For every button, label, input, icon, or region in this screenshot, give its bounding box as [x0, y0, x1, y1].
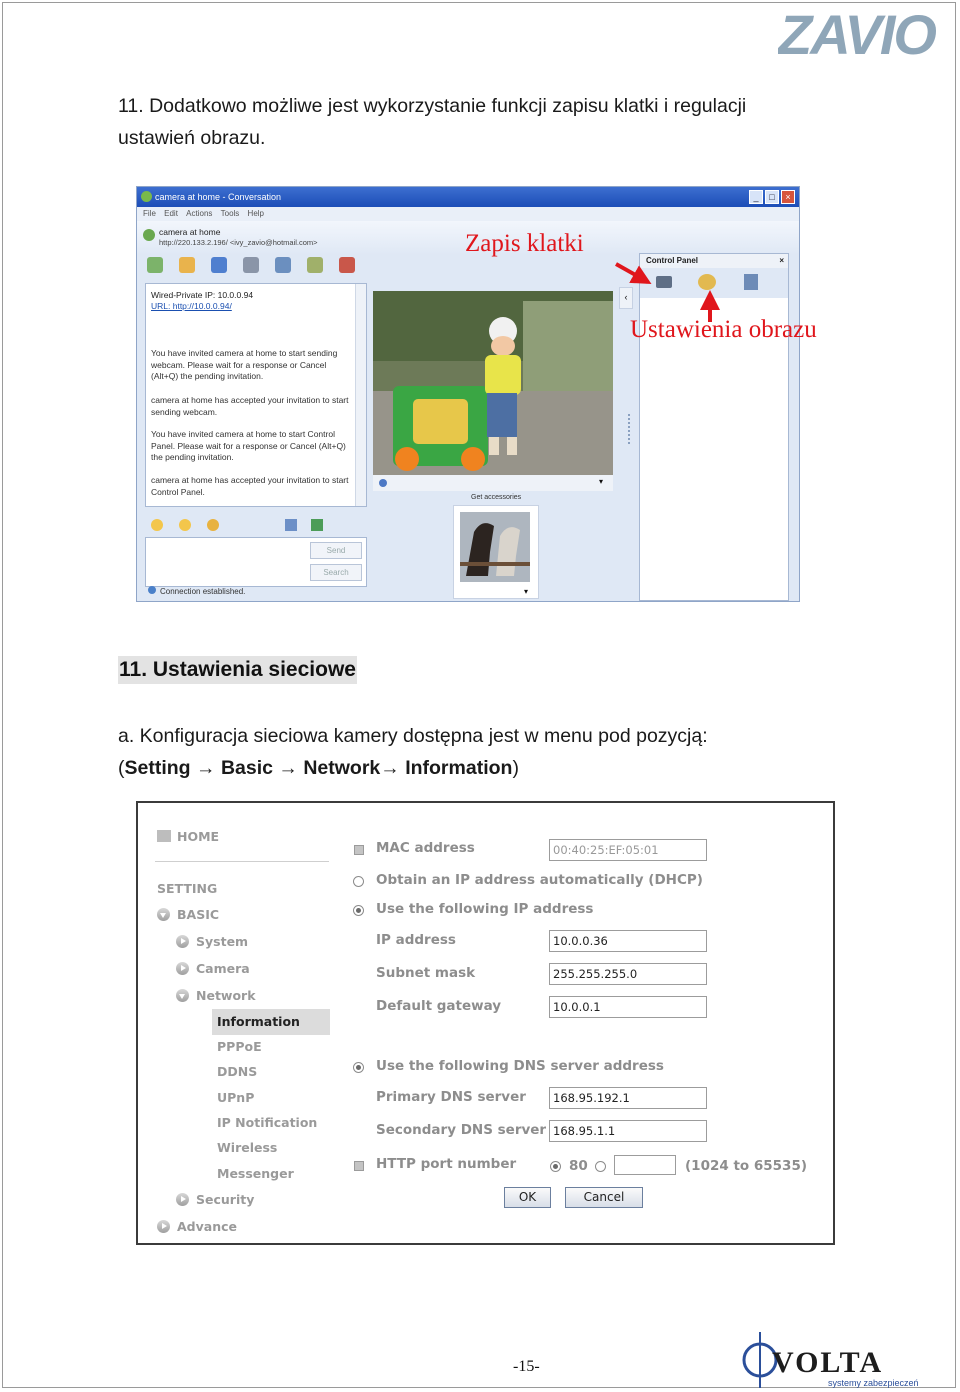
paint-icon[interactable]: [311, 519, 323, 531]
emoticon-toolbar: [145, 515, 367, 535]
control-panel-title: Control Panel: [646, 256, 699, 265]
nav-messenger[interactable]: Messenger: [217, 1166, 294, 1181]
menu-tools[interactable]: Tools: [220, 209, 240, 218]
nav-network[interactable]: [176, 988, 256, 1003]
section-heading: 11. Ustawienia sieciowe: [118, 656, 357, 684]
settings-navigation: [138, 803, 338, 1243]
display-picture: [460, 512, 530, 582]
zavio-logo-text: ZAVIO: [778, 4, 935, 60]
chat-message: You have invited camera at home to start sending webcam. Please wait for a response or Cancel (Alt+Q) the pending invitation.: [151, 348, 338, 381]
invite-icon[interactable]: [147, 257, 163, 273]
background-icon[interactable]: [285, 519, 297, 531]
status-bar: [145, 585, 367, 599]
cancel-button[interactable]: Cancel: [565, 1187, 643, 1208]
subnet-mask-label: Subnet mask: [376, 965, 476, 981]
ok-button[interactable]: OK: [504, 1187, 551, 1208]
chat-message: You have invited camera at home to start Control Panel. Please wait for a response or Cancel (Alt+Q) the pending invitation.: [151, 429, 346, 462]
get-accessories-link[interactable]: Get accessories: [471, 494, 522, 501]
path-arrow: →: [190, 757, 221, 779]
nav-advance-label: Advance: [177, 1219, 237, 1234]
primary-dns-input[interactable]: 168.95.192.1: [549, 1087, 707, 1109]
menu-edit[interactable]: Edit: [164, 209, 178, 218]
chat-message: camera at home has accepted your invitation to start sending webcam.: [151, 395, 349, 417]
collapsed-arrow-icon: [176, 962, 189, 975]
nav-network-label: Network: [196, 988, 256, 1003]
call-icon[interactable]: [243, 257, 259, 273]
status-icon: [148, 586, 156, 594]
activities-icon[interactable]: [275, 257, 291, 273]
port-default-value: 80: [569, 1158, 588, 1174]
nav-system-label: System: [196, 934, 249, 949]
menu-help[interactable]: Help: [247, 209, 264, 218]
home-icon: [157, 830, 171, 842]
default-gateway-input[interactable]: 10.0.0.1: [549, 996, 707, 1018]
nav-ddns[interactable]: DDNS: [217, 1064, 258, 1079]
contact-address: http://220.133.2.196/ <ivy_zavio@hotmail.com>: [159, 238, 318, 247]
dropdown-arrow-icon[interactable]: ▾: [598, 477, 603, 486]
message-input[interactable]: [145, 537, 367, 587]
nav-basic[interactable]: [157, 907, 219, 922]
mac-address-field: 00:40:25:EF:05:01: [549, 839, 707, 861]
path-network: Network: [303, 757, 381, 779]
bullet-icon: [354, 845, 364, 855]
chat-message: camera at home has accepted your invitation to start Control Panel.: [151, 475, 349, 497]
image-settings-annotation: Ustawienia obrazu: [630, 316, 817, 343]
port-custom-input[interactable]: [614, 1155, 676, 1175]
secondary-dns-input[interactable]: 168.95.1.1: [549, 1120, 707, 1142]
port-range-hint: (1024 to 65535): [685, 1158, 808, 1174]
own-webcam-panel: [453, 505, 539, 599]
port-default-radio[interactable]: [550, 1161, 561, 1172]
chat-header-line-1: Wired-Private IP: 10.0.0.94: [151, 290, 254, 300]
collapsed-arrow-icon: [176, 935, 189, 948]
nudge-icon[interactable]: [207, 519, 219, 531]
send-files-icon[interactable]: [179, 257, 195, 273]
minimize-icon[interactable]: _: [749, 190, 763, 204]
status-text: Connection established.: [160, 587, 246, 596]
messenger-titlebar: [137, 187, 799, 207]
picture-menu-arrow-icon[interactable]: ▾: [523, 587, 528, 596]
subnet-mask-input[interactable]: 255.255.255.0: [549, 963, 707, 985]
expanded-arrow-icon: [157, 908, 170, 921]
volta-tagline: systemy zabezpieczeń: [828, 1378, 919, 1388]
control-panel-close-icon[interactable]: ×: [779, 256, 784, 265]
ptz-icon[interactable]: [744, 274, 758, 290]
block-icon[interactable]: [339, 257, 355, 273]
collapsed-arrow-icon: [157, 1220, 170, 1233]
nav-ip-notification[interactable]: IP Notification: [217, 1115, 318, 1130]
path-basic: Basic: [220, 757, 273, 779]
mac-address-label: MAC address: [376, 840, 475, 856]
contact-name: camera at home: [159, 227, 221, 237]
nav-security[interactable]: [176, 1192, 254, 1207]
static-ip-label: Use the following IP address: [376, 901, 594, 917]
camera-settings-screenshot: [136, 801, 835, 1245]
chat-header-line-2[interactable]: URL: http://10.0.0.94/: [151, 301, 232, 311]
bullet-icon: [354, 1161, 364, 1171]
nav-system[interactable]: [176, 934, 248, 949]
chat-history[interactable]: [145, 283, 367, 507]
nav-information[interactable]: Information: [217, 1014, 300, 1029]
ip-address-input[interactable]: 10.0.0.36: [549, 930, 707, 952]
webcam-icon[interactable]: [211, 257, 227, 273]
menu-actions[interactable]: Actions: [186, 209, 213, 218]
messenger-menubar: [137, 207, 799, 221]
nav-pppoe[interactable]: PPPoE: [217, 1039, 262, 1054]
search-button[interactable]: Search: [310, 564, 362, 581]
webcam-options-icon[interactable]: [379, 479, 387, 487]
intro-paragraph: [118, 90, 838, 154]
network-line-1: a. Konfiguracja sieciowa kamery dostępna jest w menu pod pozycją:: [118, 725, 708, 747]
dhcp-label: Obtain an IP address automatically (DHCP): [376, 872, 703, 888]
intro-line-1: 11. Dodatkowo możliwe jest wykorzystanie funkcji zapisu klatki i regulacji: [118, 95, 747, 117]
nav-home-label: HOME: [177, 829, 220, 844]
nav-setting-heading: SETTING: [157, 881, 218, 896]
messenger-app-icon: [141, 191, 152, 202]
menu-file[interactable]: File: [143, 209, 156, 218]
contact-status-icon: [143, 229, 155, 241]
network-line-2: [118, 752, 898, 784]
path-information: Information: [405, 757, 513, 779]
http-port-label: HTTP port number: [376, 1156, 517, 1172]
panel-resize-handle[interactable]: [628, 414, 634, 444]
collapsed-arrow-icon: [176, 1193, 189, 1206]
nav-divider: [155, 861, 329, 862]
dhcp-radio[interactable]: [353, 876, 364, 887]
send-button[interactable]: Send: [310, 542, 362, 559]
messenger-window-title: camera at home - Conversation: [155, 192, 282, 202]
annotation-arrows: [600, 250, 730, 330]
port-custom-radio[interactable]: [595, 1161, 606, 1172]
default-gateway-label: Default gateway: [376, 998, 502, 1014]
volta-logo: [738, 1330, 948, 1390]
emoticon-icon[interactable]: [151, 519, 163, 531]
volta-logo-text: VOLTA: [772, 1346, 884, 1379]
nav-advance[interactable]: [157, 1219, 237, 1234]
path-arrow: →: [272, 757, 304, 779]
primary-dns-label: Primary DNS server: [376, 1089, 526, 1105]
wink-icon[interactable]: [179, 519, 191, 531]
ip-address-label: IP address: [376, 932, 456, 948]
dns-mode-label: Use the following DNS server address: [376, 1058, 664, 1074]
nav-home[interactable]: [157, 829, 219, 844]
static-ip-radio[interactable]: [353, 905, 364, 916]
paren-close: ): [512, 757, 519, 779]
video-controls: [373, 475, 613, 491]
nav-camera[interactable]: [176, 961, 250, 976]
nav-wireless[interactable]: Wireless: [217, 1140, 278, 1155]
paren-open: (: [118, 757, 125, 779]
nav-basic-label: BASIC: [177, 907, 220, 922]
dns-manual-radio[interactable]: [353, 1062, 364, 1073]
expanded-arrow-icon: [176, 989, 189, 1002]
nav-upnp[interactable]: UPnP: [217, 1090, 255, 1105]
network-paragraph: [118, 720, 898, 784]
webcam-video: [373, 291, 613, 475]
nav-security-label: Security: [196, 1192, 255, 1207]
collapse-panel-button[interactable]: ‹: [619, 287, 633, 309]
path-arrow: →: [380, 757, 406, 779]
snapshot-annotation: Zapis klatki: [465, 230, 584, 257]
games-icon[interactable]: [307, 257, 323, 273]
nav-camera-label: Camera: [196, 961, 250, 976]
maximize-icon[interactable]: □: [765, 190, 779, 204]
close-icon[interactable]: ×: [781, 190, 795, 204]
zavio-logo: [778, 4, 956, 60]
page-number: -15-: [513, 1358, 540, 1375]
chat-scrollbar[interactable]: [355, 284, 366, 506]
secondary-dns-label: Secondary DNS server: [376, 1122, 547, 1138]
intro-line-2: ustawień obrazu.: [118, 127, 266, 149]
path-setting: Setting: [124, 757, 191, 779]
